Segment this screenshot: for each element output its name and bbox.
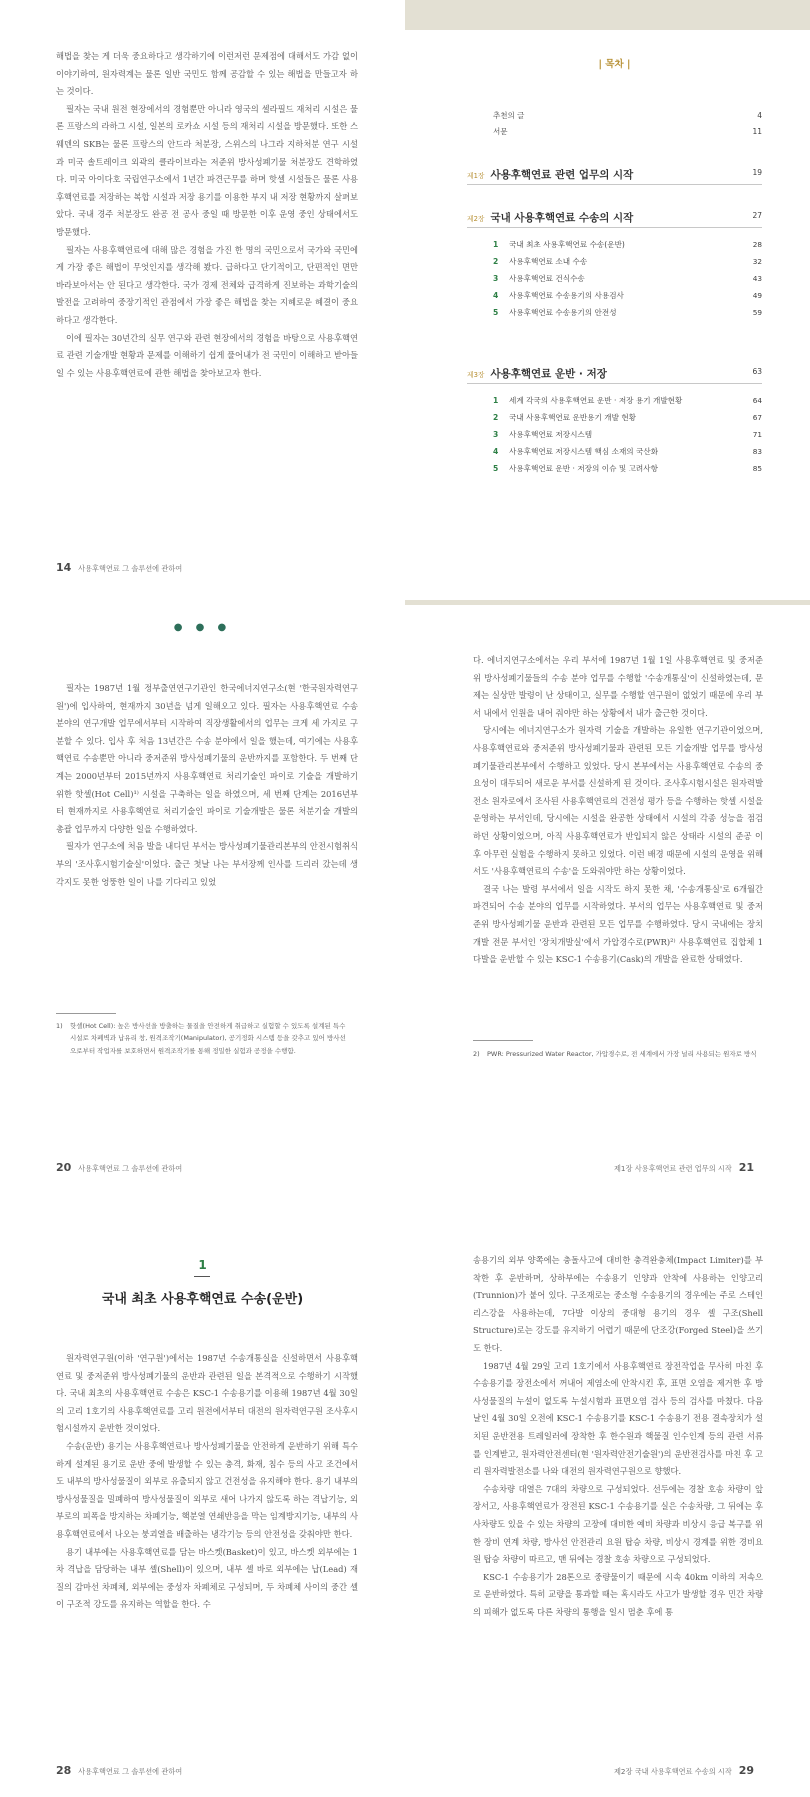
footnote-text: PWR: Pressurized Water Reactor, 가압경수로, 전 세계에서 가장 널리 사용되는 원자로 방식	[487, 1050, 757, 1058]
footnote-text: 핫셀(Hot Cell): 높은 방사선을 방출하는 물질을 안전하게 취급하고 실험할 수 있도록 설계된 특수 시설로 차폐벽과 납유리 창, 원격조작기(Manipulator), 공기정화 시스템 등을 갖추고 있어 방사선으로부터 작업자를 보호하면서 원격조작기를 통해 정밀한 실험과 공정을 수행함.	[70, 1022, 346, 1055]
ornament-dots: ● ● ●	[173, 622, 232, 633]
body-text	[56, 48, 358, 382]
page-number: 14	[56, 561, 72, 574]
section-page: 43	[752, 274, 762, 283]
paragraph: 필자가 연구소에 처음 발을 내디딘 부서는 방사성폐기물관리본부의 안전시험취식부의 '조사후시험기술실'이었다. 출근 첫날 나는 부서장께 인사를 드리러 갔는데 생각지도 못한 엉뚱한 일이 나를 기다리고 있었	[56, 841, 358, 887]
chapter-title: 사용후핵연료 관련 업무의 시작	[490, 168, 634, 181]
page-footer	[614, 1764, 754, 1777]
toc-spacer	[467, 142, 762, 150]
chapter-number: 제3장	[467, 370, 485, 379]
toc-section[interactable]	[467, 426, 762, 443]
section-page: 28	[752, 240, 762, 249]
chapter-number: 제1장	[467, 171, 485, 180]
page-number: 29	[738, 1764, 754, 1777]
body-text	[56, 680, 358, 891]
page-14	[0, 0, 405, 594]
page-28	[0, 1200, 405, 1797]
toc-entry-page: 11	[752, 127, 762, 136]
page-footer	[56, 1161, 182, 1174]
section-number-underline	[194, 1276, 210, 1277]
header-band	[405, 600, 810, 605]
section-page: 59	[752, 308, 762, 317]
toc-spacer	[467, 321, 762, 349]
section-number: 4	[493, 447, 499, 456]
footnote-mark: 2)	[473, 1050, 480, 1058]
body-text	[473, 1252, 763, 1621]
section-number: 2	[493, 413, 499, 422]
section-title: 사용후핵연료 건식수송	[509, 274, 585, 283]
paragraph: 해법을 찾는 게 더욱 중요하다고 생각하기에 이런저런 문제점에 대해서도 가감 없이 이야기하여, 원자력계는 물론 일반 국민도 함께 공감할 수 있는 해법을 만들고자 하는 것이다.	[56, 51, 358, 97]
section-number: 4	[493, 291, 499, 300]
section-page: 32	[752, 257, 762, 266]
page-footer	[56, 561, 182, 574]
section-title: 국내 최초 사용후핵연료 수송(운반)	[101, 1292, 304, 1307]
paragraph: 1987년 4월 29일 고리 1호기에서 사용후핵연료 장전작업을 무사히 마친 후 수송용기를 장전소에서 꺼내어 제염소에 안착시킨 후, 표면 오염을 제거한 후 방사성물질의 누설이 없도록 누설시험과 표면오염 검사 등의 검사를 마쳤다. 다음날인 4월 30일 오전에 KSC-1 수송용기를 KSC-1 수송용기 전용 결속장치가 설치된 운반전용 트레일러에 장착한 후 한수원과 핵물질 인수인계 등의 관련 서류를 인계받고, 원자력안전센터(현 '원자력안전기술원')의 운반전검사를 마친 후 고리 원자력발전소를 나와 대전의 원자력연구원으로 향했다.	[473, 1360, 763, 1477]
paragraph: 당시에는 에너지연구소가 원자력 기술을 개발하는 유일한 연구기관이었으며, 사용후핵연료와 중저준위 방사성폐기물과 관련된 모든 기술개발 업무를 방사성폐기물관리본부에서 수행하고 있었다. 당시 본부에서는 사용후핵연료 수송의 중요성이 대두되어 새로운 부서를 신설하게 된 것이다. 조사후시험시설은 원자력발전소 원자로에서 조사된 사용후핵연료의 건전성 평가 등을 수행하는 핫셀 시설을 운영하는 부서인데, 당시에는 시설을 완공한 상태에서 시설의 각종 성능을 점검하던 상황이었으며, 아직 사용후핵연료가 반입되지 않은 상태라 시설의 준공 이후 아무런 실험을 수행하지 못하고 있었다. 이런 배경 때문에 시설의 운영을 위해서도 '사용후핵연료의 수송'을 도와줘야만 하는 상황이었다.	[473, 725, 763, 877]
chapter-page: 19	[752, 167, 762, 177]
toc-chapter-1[interactable]	[467, 160, 762, 185]
running-title: 사용후핵연료 그 솔루션에 관하여	[78, 1767, 183, 1776]
toc-page	[405, 0, 810, 594]
paragraph: KSC-1 수송용기가 28톤으로 중량물이기 때문에 시속 40km 이하의 저속으로 운반하였다. 특히 교량을 통과할 때는 혹시라도 사고가 발생할 경우 민간 차량의 피해가 없도록 다른 차량의 통행을 일시 멈춘 후에 통	[473, 1571, 763, 1617]
section-title: 사용후핵연료 소내 수송	[509, 257, 588, 266]
toc-section[interactable]	[467, 236, 762, 253]
page-number: 20	[56, 1161, 72, 1174]
paragraph: 수송(운반) 용기는 사용후핵연료나 방사성폐기물을 안전하게 운반하기 위해 특수하게 설계된 용기로 운반 중에 발생할 수 있는 충격, 화재, 침수 등의 사고 조건에서도 내부의 방사성물질이 외부로 유출되지 않고 건전성을 유지해야 한다. 용기 내부의 방사성물질을 밀폐하여 방사성물질이 외부로 새어 나가지 않도록 하는 격납기능, 외부로의 피폭을 방지하는 차폐기능, 핵분열 연쇄반응을 막는 임계방지기능, 내부의 사용후핵연료에서 나오는 붕괴열을 배출하는 냉각기능 등의 안전성을 갖춰야만 한다.	[56, 1440, 358, 1539]
section-title: 사용후핵연료 운반 · 저장의 이슈 및 고려사항	[509, 464, 658, 473]
table-of-contents	[467, 56, 762, 477]
toc-title: | 목차 |	[598, 59, 631, 70]
page-number: 28	[56, 1764, 72, 1777]
section-page: 67	[752, 413, 762, 422]
running-title: 사용후핵연료 그 솔루션에 관하여	[78, 1164, 183, 1173]
paragraph: 필자는 국내 원전 현장에서의 경험뿐만 아니라 영국의 셀라필드 재처리 시설은 물론 프랑스의 라하그 시설, 일본의 로카쇼 시설 등의 재처리 시설을 방문했다. 또한 스웨덴의 SKB는 물론 프랑스의 안드라 처분장, 스위스의 나그라 지하처분 연구 시설과 미국 솔트레이크 외곽의 클라이브라는 저준위 방사성폐기물 처분장도 견학하였다. 미국 아이다호 국립연구소에서 1년간 파견근무를 하며 핫셀 시설들은 물론 사용후핵연료를 저장하는 복합 시설과 저장 용기를 이용한 부지 내 저장 현황까지 살펴보았다. 국내 경주 처분장도 완공 전 공사 중일 때 방문한 이후 운영 중인 상태에서도 방문했다.	[56, 103, 358, 237]
toc-entry-preface[interactable]	[467, 110, 762, 126]
paragraph: 원자력연구원(이하 '연구원')에서는 1987년 수송개통실을 신설하면서 사용후핵연료 및 중저준위 방사성폐기물의 운반과 관련된 일을 본격적으로 수행하기 시작했다. 국내 최초의 사용후핵연료 수송은 KSC-1 수송용기를 이용해 1987년 4월 30일의 고리 1호기의 사용후핵연료를 고리 원전에서부터 대전의 원자력연구원 조사후시험시설까지 운반한 것이었다.	[56, 1353, 358, 1434]
section-title: 세계 각국의 사용후핵연료 운반 · 저장 용기 개발현황	[509, 396, 683, 405]
page-footer	[614, 1161, 754, 1174]
paragraph: 이에 필자는 30년간의 실무 연구와 관련 현장에서의 경험을 바탕으로 사용후핵연료 관련 기술개발 현황과 문제를 이해하기 쉽게 풀어내가 전 국민이 이해하고 받아들일 수 있는 사용후핵연료에 관한 해법을 찾아보고자 한다.	[56, 332, 358, 378]
toc-section[interactable]	[467, 409, 762, 426]
body-text	[56, 1350, 358, 1614]
toc-entry-preface[interactable]	[467, 126, 762, 142]
header-band	[405, 0, 810, 30]
paragraph: 필자는 사용후핵연료에 대해 많은 경험을 가진 한 명의 국민으로서 국가와 국민에게 가장 좋은 해법이 무엇인지를 생각해 봤다. 급하다고 단기적이고, 단편적인 면만 바라보아서는 안 된다고 생각한다. 국가 경제 전체와 급격하게 진보하는 과학기술의 발전을 고려하여 중장기적인 관점에서 가장 좋은 해법을 찾는 지혜로운 혜결이 중요하다고 생각한다.	[56, 244, 358, 325]
toc-entry-title: 서문	[493, 127, 508, 136]
running-title: 제1장 사용후핵연료 관련 업무의 시작	[613, 1164, 732, 1173]
toc-section[interactable]	[467, 304, 762, 321]
paragraph: 필자는 1987년 1월 정부출연연구기관인 한국에너지연구소(현 '한국원자력연구원')에 입사하여, 현재까지 30년을 넘게 일해오고 있다. 필자는 사용후핵연료 수송 분야의 연구개발 업무에서부터 시작하여 직장생활에서의 업무는 크게 세 가지로 구분할 수 있다. 입사 후 처음 13년간은 수송 분야에서 일을 했는데, 여기에는 사용후핵연료 수송뿐만 아니라 중저준위 방사성폐기물의 운반까지를 포함한다. 두 번째 단계는 2000년부터 2015년까지 사용후핵연료 처리기술인 파이로 기술을 개발하기 위한 핫셀(Hot Cell)¹⁾ 시설을 구축하는 일을 하였으며, 세 번째 단계는 2016년부터 현재까지로 사용후핵연료 처리기술인 파이로 기술개발은 물론 처분기술 개발의 총괄 업무까지 다양한 일을 수행하였다.	[56, 683, 358, 834]
section-page: 83	[752, 447, 762, 456]
section-number: 5	[493, 308, 499, 317]
section-title: 사용후핵연료 수송용기의 사용검사	[509, 291, 624, 300]
toc-entry-page: 4	[757, 111, 762, 120]
section-number: 5	[493, 464, 499, 473]
toc-section[interactable]	[467, 253, 762, 270]
footnote	[473, 1048, 763, 1060]
toc-section[interactable]	[467, 287, 762, 304]
footnote-mark: 1)	[56, 1022, 63, 1030]
page-footer	[56, 1764, 182, 1777]
section-number: 1	[493, 396, 499, 405]
spread-3	[0, 1200, 810, 1797]
spread-2	[0, 600, 810, 1194]
section-title: 사용후핵연료 수송용기의 안전성	[509, 308, 617, 317]
section-title: 국내 최초 사용후핵연료 수송(운반)	[509, 240, 625, 249]
section-page: 71	[752, 430, 762, 439]
toc-spacer	[467, 185, 762, 193]
page-number: 21	[738, 1161, 754, 1174]
section-page: 64	[752, 396, 762, 405]
section-page: 85	[752, 464, 762, 473]
chapter-page: 27	[752, 210, 762, 220]
spread-1	[0, 0, 810, 594]
section-number: 2	[493, 257, 499, 266]
toc-section[interactable]	[467, 270, 762, 287]
section-number: 1	[493, 240, 499, 249]
section-number: 3	[493, 274, 499, 283]
body-text	[473, 652, 763, 969]
paragraph: 송용기의 외부 양쪽에는 충돌사고에 대비한 충격완충체(Impact Limiter)를 부착한 후 운반하며, 상하부에는 수송용기 인양과 안착에 사용하는 인양고리(Trunnion)가 붙어 있다. 구조재로는 중소형 수송용기의 경우에는 주로 스테인리스강을 사용하는데, 7다발 이상의 중대형 용기의 경우 셸 구조(Shell Structure)로는 강도를 유지하기 어렵기 때문에 단조강(Forged Steel)을 쓰기도 한다.	[473, 1255, 763, 1353]
toc-section[interactable]	[467, 460, 762, 477]
section-number: 3	[493, 430, 499, 439]
chapter-number: 제2장	[467, 214, 485, 223]
footnote	[56, 1020, 352, 1057]
running-title: 제2장 국내 사용후핵연료 수송의 시작	[613, 1767, 732, 1776]
footnote-divider	[473, 1040, 533, 1041]
paragraph: 수송차량 대열은 7대의 차량으로 구성되었다. 선두에는 경찰 호송 차량이 앞장서고, 사용후핵연료가 장전된 KSC-1 수송용기를 실은 수송차량, 그 뒤에는 후사차량도 있을 수 있는 차량의 고장에 대비한 예비 차량과 비상시 응급 복구를 위한 장비 연계 차량, 방사선 안전관리 요원 탑승 차량, 비상시 경계를 위한 경비요원 탑승 차량이 따르고, 맨 뒤에는 경찰 호송 차량으로 구성되었다.	[473, 1483, 763, 1565]
chapter-title: 사용후핵연료 운반 · 저장	[490, 367, 607, 380]
section-page: 49	[752, 291, 762, 300]
paragraph: 용기 내부에는 사용후핵연료를 담는 바스켓(Basket)이 있고, 바스켓 외부에는 1차 격납을 담당하는 내부 셸(Shell)이 있으며, 내부 셸 바로 외부에는 납(Lead) 재질의 감마선 차폐체, 외부에는 중성자 차폐체로 구성되며, 두 차폐체 사이의 중간 셸이 구조적 강도를 유지하는 역할을 한다. 수	[56, 1546, 358, 1610]
section-title: 사용후핵연료 저장시스템 핵심 소재의 국산화	[509, 447, 659, 456]
toc-section[interactable]	[467, 443, 762, 460]
toc-section[interactable]	[467, 392, 762, 409]
chapter-title: 국내 사용후핵연료 수송의 시작	[490, 211, 634, 224]
paragraph: 결국 나는 발령 부서에서 일을 시작도 하지 못한 채, '수송개통실'로 6개월간 파견되어 수송 분야의 업무를 시작하였다. 부서의 업무는 사용후핵연료 및 중저준위 방사성폐기물 운반과 관련된 모든 업무를 수행하였다. 당시 국내에는 장치개발 전문 부서인 '장치개발실'에서 가압경수로(PWR)²⁾ 사용후핵연료 집합체 1다발을 운반할 수 있는 KSC-1 수송용기(Cask)의 개발을 완료한 상태였다.	[473, 883, 763, 965]
running-title: 사용후핵연료 그 솔루션에 관하여	[78, 564, 183, 573]
section-number: 1	[198, 1258, 207, 1272]
chapter-page: 63	[752, 366, 762, 376]
page-20	[0, 600, 405, 1194]
page-29	[405, 1200, 810, 1797]
section-title: 국내 사용후핵연료 운반용기 개발 현황	[509, 413, 637, 422]
paragraph: 다. 에너지연구소에서는 우리 부서에 1987년 1월 1일 사용후핵연료 및 중저준위 방사성폐기물들의 수송 분야 업무를 수행할 '수송개통실'이 신설하였는데, 문제는 실상만 발령이 난 상태이고, 실무를 수행할 연구원이 없었기 때문에 우리 부서 내에서 인원을 내어 줘야만 하는 상황에서 내가 출근한 것이다.	[473, 655, 763, 718]
toc-entry-title: 추천의 글	[493, 111, 525, 120]
page-21	[405, 600, 810, 1194]
toc-chapter-2[interactable]	[467, 203, 762, 228]
footnote-divider	[56, 1013, 116, 1014]
toc-chapter-3[interactable]	[467, 359, 762, 384]
section-title: 사용후핵연료 저장시스템	[509, 430, 593, 439]
